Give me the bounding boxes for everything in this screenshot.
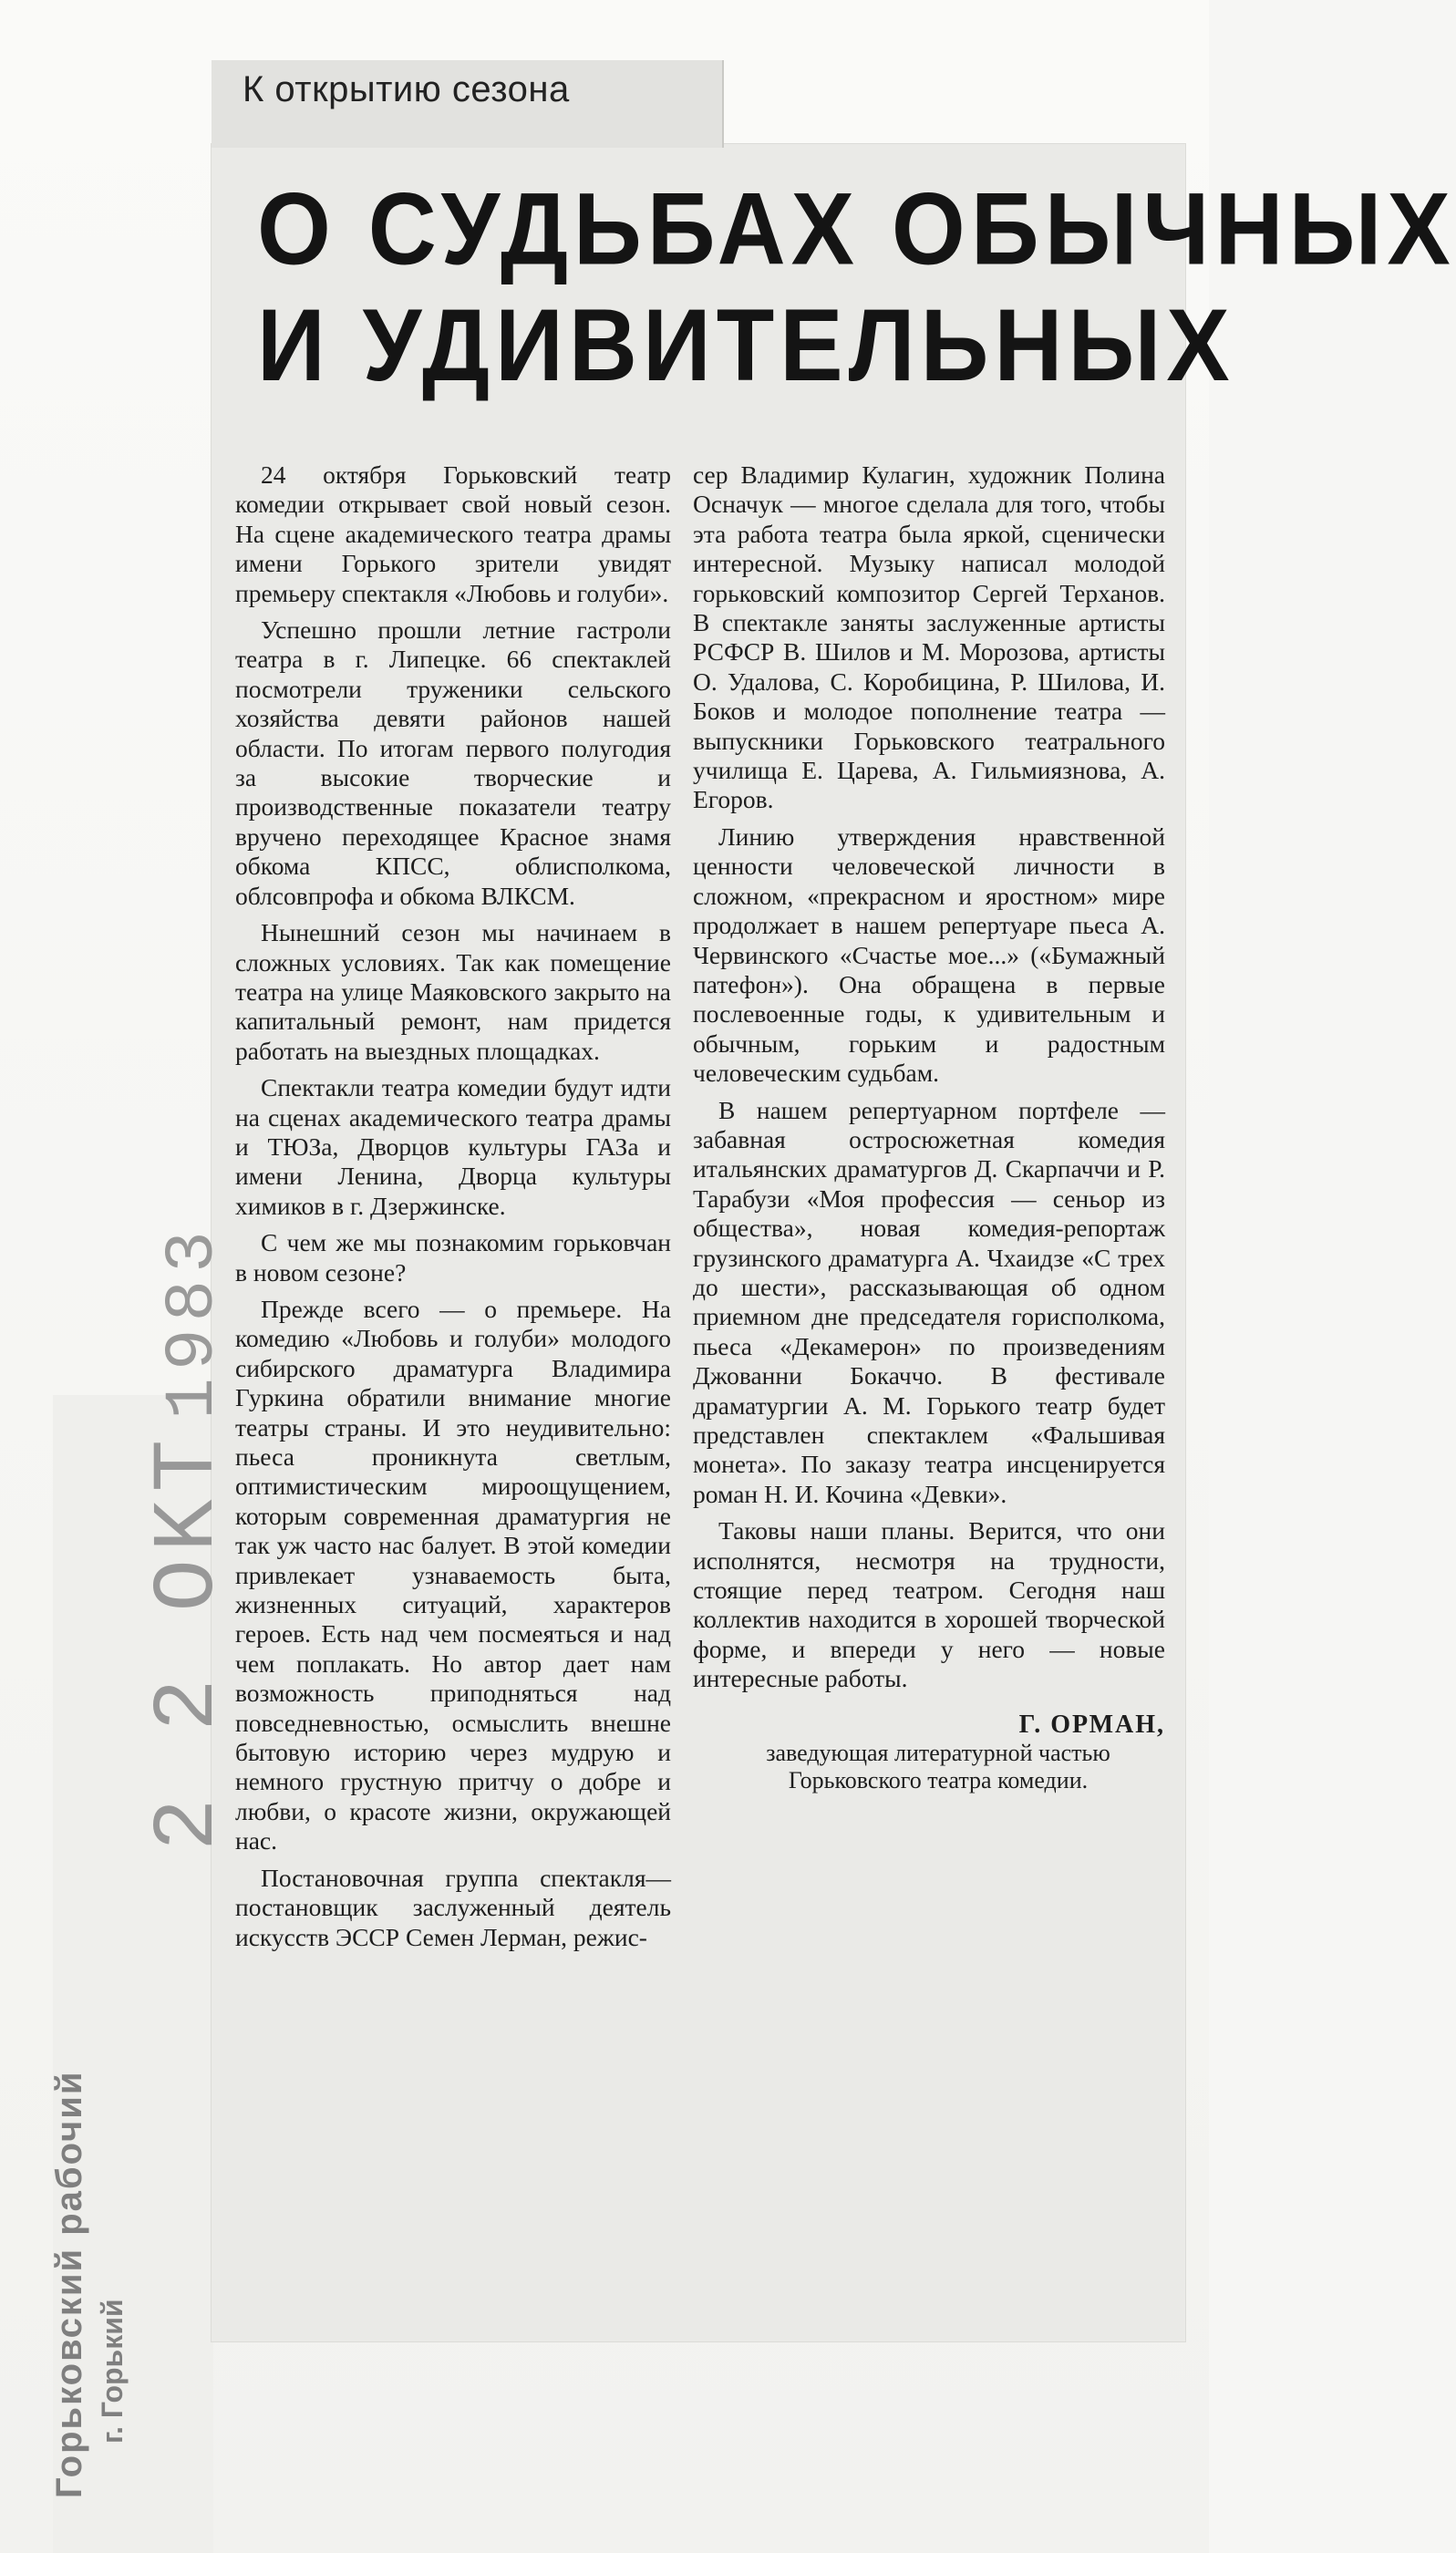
paragraph: Прежде всего — о премьере. На комедию «Любовь и голуби» молодого сибирского драматурга Владимира Гуркина обратили внимание многие театры страны. И это неудивительно: пьеса проникнута светлым, оптимистическим мироощущением, которым современная драматургия не так уж часто нас балует. В этой комедии привлекает узнаваемость быта, жизненных ситуаций, характеров героев. Есть над чем посмеяться и над чем поплакать. Но автор дает нам возможность приподняться над повседневностью, осмыслить внешне бытовую историю через мудрую и немного грустную притчу о добре и любви, о красоте жизни, окружающей нас. bbox=[235, 1294, 671, 1855]
paragraph: Нынешний сезон мы начинаем в сложных условиях. Так как помещение театра на улице Маяковского закрыто на капитальный ремонт, нам придется работать на выездных площадках. bbox=[235, 918, 671, 1065]
paragraph: Постановочная группа спектакля—постановщик заслуженный деятель искусств ЭССР Семен Лерман, режис- bbox=[235, 1863, 671, 1951]
source-newspaper-name: Горьковский рабочий bbox=[49, 2070, 89, 2498]
headline-line-1: О СУДЬБАХ ОБЫЧНЫХ bbox=[257, 172, 1456, 287]
paragraph: 24 октября Горьковский театр комедии открывает свой новый сезон. На сцене академического театра драмы имени Горького зрители увидят премьеру спектакля «Любовь и голуби». bbox=[235, 460, 671, 607]
author-signature bbox=[693, 1711, 1165, 1794]
paragraph: В нашем репертуарном портфеле — забавная остросюжетная комедия итальянских драматургов Д. Скарпаччи и Р. Тарабузи «Моя профессия — сеньор из общества», новая комедия-репортаж грузинского драматурга А. Чхаидзе «С трех до шести», рассказывающая об одном приемном дне председателя горисполкома, пьеса «Декамерон» по произведениям Джованни Бокаччо. В фестивале драматургии А. М. Горького театр будет представлен спектаклем «Фальшивая монета». По заказу театра инсценируется роман Н. И. Кочина «Девки». bbox=[693, 1095, 1165, 1508]
article-column-right bbox=[693, 460, 1165, 1794]
paragraph: Таковы наши планы. Верится, что они исполнятся, несмотря на трудности, стоящие перед театром. Сегодня наш коллектив находится в хорошей творческой форме, и впереди у него — новые интересные работы. bbox=[693, 1516, 1165, 1693]
paragraph: Спектакли театра комедии будут идти на сценах академического театра драмы и ТЮЗа, Дворцов культуры ГАЗа и имени Ленина, Дворца культуры химиков в г. Дзержинске. bbox=[235, 1073, 671, 1220]
source-city: г. Горький bbox=[96, 2299, 129, 2444]
author-name: Г. ОРМАН, bbox=[1018, 1710, 1165, 1739]
paragraph: Успешно прошли летние гастроли театра в г. Липецке. 66 спектаклей посмотрели труженики сельского хозяйства девяти районов нашей области. По итогам первого полугодия за высокие творческие и производственные показатели театру вручено переходящее Красное знамя обкома КПСС, облисполкома, облсовпрофа и обкома ВЛКСМ. bbox=[235, 615, 671, 910]
rubric-label: К открытию сезона bbox=[243, 69, 570, 109]
date-stamp-day-month: 2 2 OKT bbox=[139, 1432, 238, 1851]
headline-line-2: И УДИВИТЕЛЬНЫХ bbox=[257, 288, 1235, 403]
source-stamp bbox=[49, 2071, 129, 2498]
paragraph: С чем же мы познакомим горьковчан в новом сезоне? bbox=[235, 1228, 671, 1287]
paragraph-continued: сер Владимир Кулагин, художник Полина Осначук — многое сделала для того, чтобы эта работа театра была яркой, сценически интересной. Музыку написал молодой горьковский композитор Сергей Терханов. В спектакле заняты заслуженные артисты РСФСР В. Шилов и М. Морозова, артисты О. Удалова, С. Коробицина, Р. Шилова, И. Боков и молодое пополнение театра — выпускники Горьковского театрального училища Е. Царева, А. Гильмиязнова, А. Егоров. bbox=[693, 460, 1165, 814]
headline bbox=[257, 171, 1456, 404]
paragraph: Линию утверждения нравственной ценности человеческой личности в сложном, «прекрасном и яростном» мире продолжает в нашем репертуаре пьеса А. Червинского «Счастье мое...» («Бумажный патефон»). Она обращена в первые послевоенные годы, к удивительным и обычным, горьким и радостным человеческим судьбам. bbox=[693, 822, 1165, 1088]
date-stamp bbox=[139, 1224, 238, 1851]
author-role: заведующая литературной частью Горьковского театра комедии. bbox=[766, 1740, 1110, 1794]
article-column-left bbox=[235, 460, 671, 1959]
date-stamp-year: 1983 bbox=[154, 1224, 232, 1420]
